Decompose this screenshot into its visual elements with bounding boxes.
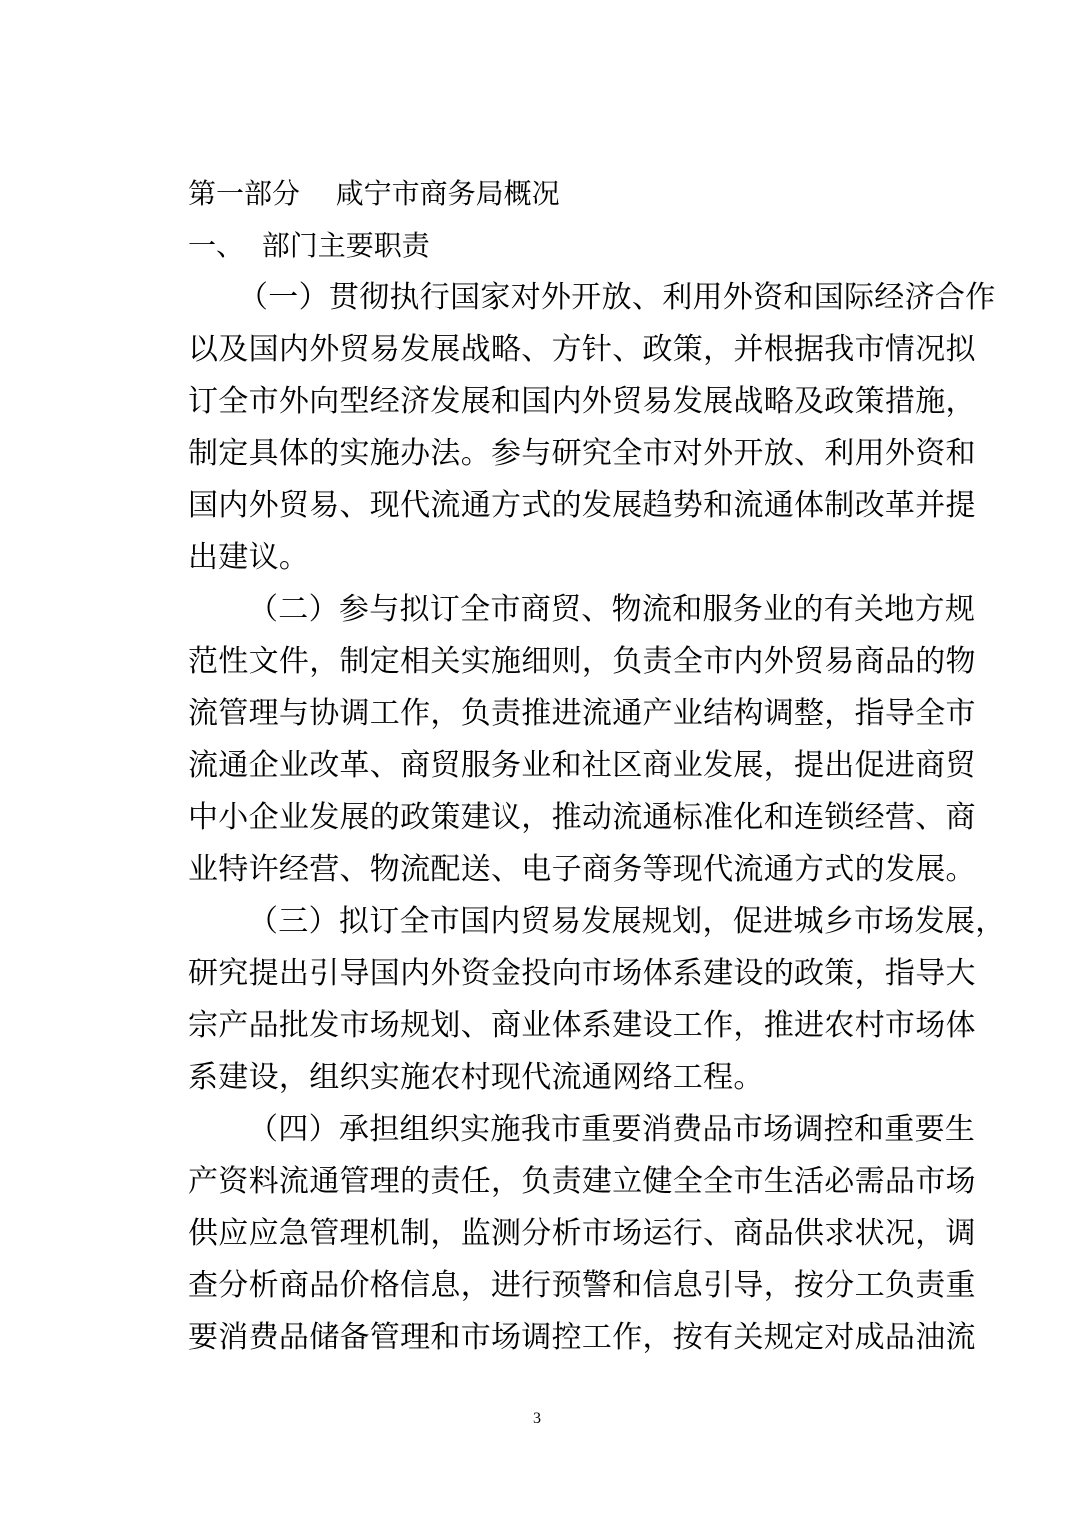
page-number: 3 — [533, 1410, 541, 1427]
section-title: 第一部分 咸宁市商务局概况 — [188, 177, 560, 210]
paragraph-line: 系建设，组织实施农村现代流通网络工程。 — [188, 1060, 764, 1095]
paragraph-line: （三）拟订全市国内贸易发展规划，促进城乡市场发展， — [248, 904, 1006, 939]
paragraph-line: 出建议。 — [188, 540, 310, 575]
paragraph-line: 流管理与协调工作，负责推进流通产业结构调整，指导全市 — [188, 696, 976, 731]
paragraph-line: 订全市外向型经济发展和国内外贸易发展战略及政策措施， — [188, 384, 976, 419]
paragraph-line: 要消费品储备管理和市场调控工作，按有关规定对成品油流 — [188, 1320, 976, 1355]
paragraph-line: 宗产品批发市场规划、商业体系建设工作，推进农村市场体 — [188, 1008, 976, 1043]
paragraph-line: 查分析商品价格信息，进行预警和信息引导，按分工负责重 — [188, 1268, 976, 1303]
paragraph-line: 产资料流通管理的责任，负责建立健全全市生活必需品市场 — [188, 1164, 976, 1199]
paragraph-line: 以及国内外贸易发展战略、方针、政策，并根据我市情况拟 — [188, 332, 976, 367]
paragraph-line: 供应应急管理机制，监测分析市场运行、商品供求状况，调 — [188, 1216, 976, 1251]
paragraph-line: （四）承担组织实施我市重要消费品市场调控和重要生 — [248, 1112, 976, 1147]
paragraph-line: 研究提出引导国内外资金投向市场体系建设的政策，指导大 — [188, 956, 976, 991]
paragraph-line: 制定具体的实施办法。参与研究全市对外开放、利用外资和 — [188, 436, 976, 471]
paragraph-line: 国内外贸易、现代流通方式的发展趋势和流通体制改革并提 — [188, 488, 976, 523]
paragraph-line: 流通企业改革、商贸服务业和社区商业发展，提出促进商贸 — [188, 748, 976, 783]
paragraph-line: 业特许经营、物流配送、电子商务等现代流通方式的发展。 — [188, 852, 976, 887]
paragraph-line: （一）贯彻执行国家对外开放、利用外资和国际经济合作 — [238, 280, 996, 315]
paragraph-line: 中小企业发展的政策建议，推动流通标准化和连锁经营、商 — [188, 800, 976, 835]
paragraph-line: 范性文件，制定相关实施细则，负责全市内外贸易商品的物 — [188, 644, 976, 679]
subsection-title: 一、 部门主要职责 — [188, 229, 430, 262]
paragraph-line: （二）参与拟订全市商贸、物流和服务业的有关地方规 — [248, 592, 976, 627]
